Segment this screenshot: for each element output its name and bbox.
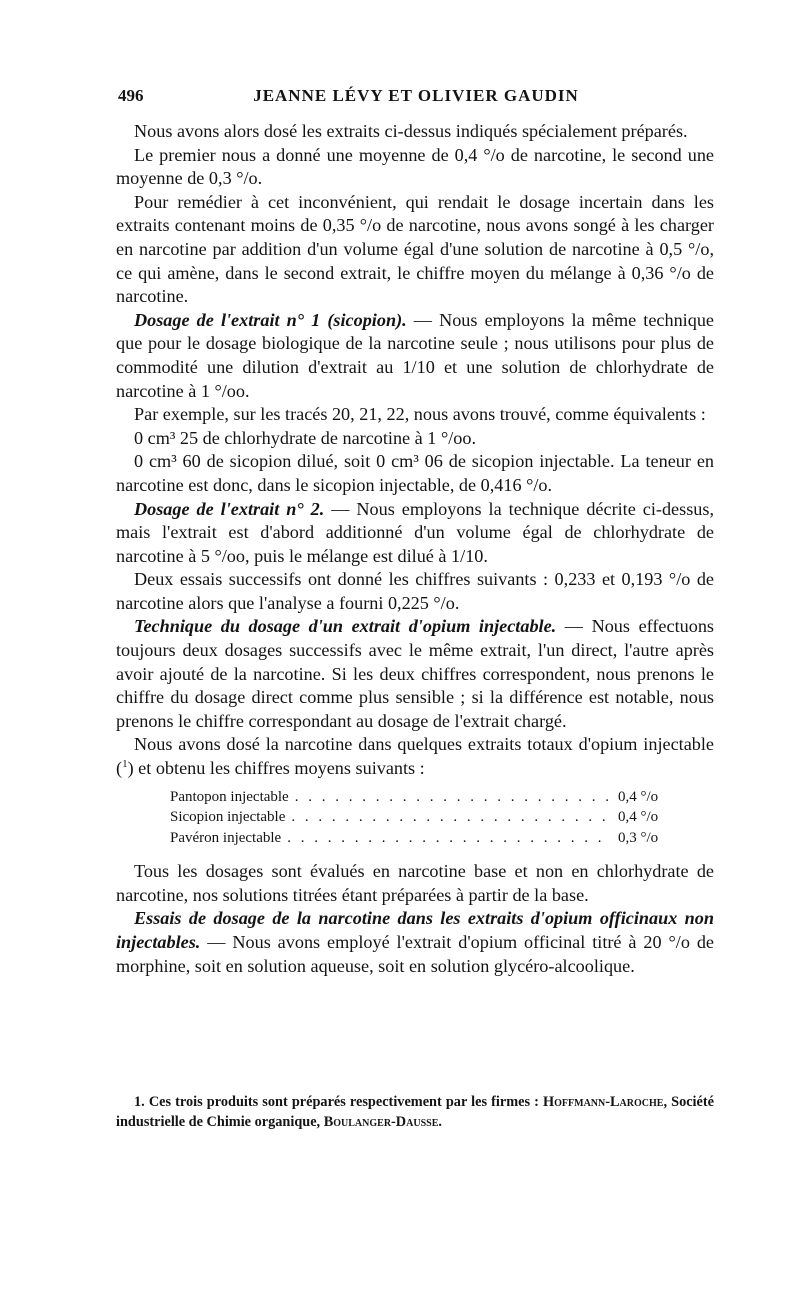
paragraph: Pour remédier à cet inconvénient, qui rendait le dosage incertain dans les extraits contenant moins de 0,35 °/o de narcotine, nous avons songé à les charger en narcotine par addition d'un volume égal d'une solution de narcotine à 0,5 °/o, ce qui amène, dans le second extrait, le chiffre moyen du mélange à 0,36 °/o de narcotine. [116,191,714,307]
running-head: JEANNE LÉVY ET OLIVIER GAUDIN [253,86,579,105]
footnote-firm: Boulanger-Dausse [323,1114,439,1130]
section-heading: Essais de dosage de la narcotine dans les extraits d'opium officinaux non injectables. [116,908,714,952]
product-value: 0,4 °/o [618,788,659,805]
footnote-marker: 1 [122,757,128,770]
page-number: 496 [118,86,144,105]
paragraph [116,309,714,403]
paragraph-body: — Nous avons employé l'extrait d'opium officinal titré à 20 °/o de morphine, soit en solution aqueuse, soit en solution glycéro-alcoolique. [116,931,714,976]
paragraph: Par exemple, sur les tracés 20, 21, 22, nous avons trouvé, comme équivalents : [134,404,706,425]
paragraph: Deux essais successifs ont donné les chiffres suivants : 0,233 et 0,193 °/o de narcotine alors que l'analyse a fourni 0,225 °/o. [116,569,714,613]
paragraph [116,615,714,733]
footnote-text: . [438,1114,442,1130]
paragraph [116,907,714,978]
product-name: Pantopon injectable [170,788,289,805]
paragraph: 0 cm³ 25 de chlorhydrate de narcotine à 1 °/oo. [134,427,477,448]
paragraph [116,733,714,780]
product-row [170,828,680,849]
paragraph: Tous les dosages sont évalués en narcotine base et non en chlorhydrate de narcotine, nos solutions titrées étant préparées à partir de la base. [116,861,714,905]
section-heading: Technique du dosage d'un extrait d'opium injectable. [134,616,557,637]
dot-leader [291,807,612,828]
dot-leader [287,828,612,849]
page-header [118,86,714,110]
product-list [170,787,680,849]
paragraph: Le premier nous a donné une moyenne de 0,4 °/o de narcotine, le second une moyenne de 0,3 °/o. [116,144,714,189]
body-text [116,120,714,978]
product-name: Pavéron injectable [170,829,282,846]
footnote [116,1092,714,1132]
paragraph-body: — Nous effectuons toujours deux dosages successifs avec le même extrait, l'un direct, l'autre après avoir ajouté de la narcotine. Si les deux chiffres correspondent, nous prenons le chiffre du dosage direct comme plus sensible ; si la différence est notable, nous prenons le chiffre correspondant au dosage de l'extrait chargé. [116,616,714,731]
product-value: 0,4 °/o [618,809,659,826]
paragraph-text: Nous avons dosé la narcotine dans quelques extraits totaux d'opium injectable ( [116,734,714,779]
paragraph-body: — Nous employons la technique décrite ci-dessus, mais l'extrait est d'abord additionné d'un volume égal de chlorhydrate de narcotine à 5 °/oo, puis le mélange est dilué à 1/10. [116,498,714,566]
product-row [170,787,680,808]
section-heading: Dosage de l'extrait n° 2. [134,498,325,519]
product-row [170,807,680,828]
paragraph: Nous avons alors dosé les extraits ci-dessus indiqués spécialement préparés. [134,121,688,141]
footnote-text: 1. Ces trois produits sont préparés respectivement par les firmes : [134,1094,544,1110]
paragraph-body: — Nous employons la même technique que pour le dosage biologique de la narcotine seule ; nous utilisons pour plus de commodité une dilution d'extrait au 1/10 et une solution de chlorhydrate de narcotine à 1 °/oo. [116,309,714,401]
footnote-text: , Société industrielle de Chimie organique, [116,1094,714,1130]
paragraph-text: ) et obtenu les chiffres moyens suivants : [127,758,425,779]
paragraph: 0 cm³ 60 de sicopion dilué, soit 0 cm³ 06 de sicopion injectable. La teneur en narcotine est donc, dans le sicopion injectable, de 0,416 °/o. [116,451,714,495]
paragraph [116,498,714,569]
product-name: Sicopion injectable [170,809,286,826]
product-value: 0,3 °/o [618,829,659,846]
dot-leader [295,787,612,808]
section-heading: Dosage de l'extrait n° 1 (sicopion). [134,309,407,330]
footnote-firm: Hoffmann-Laroche [543,1094,664,1110]
